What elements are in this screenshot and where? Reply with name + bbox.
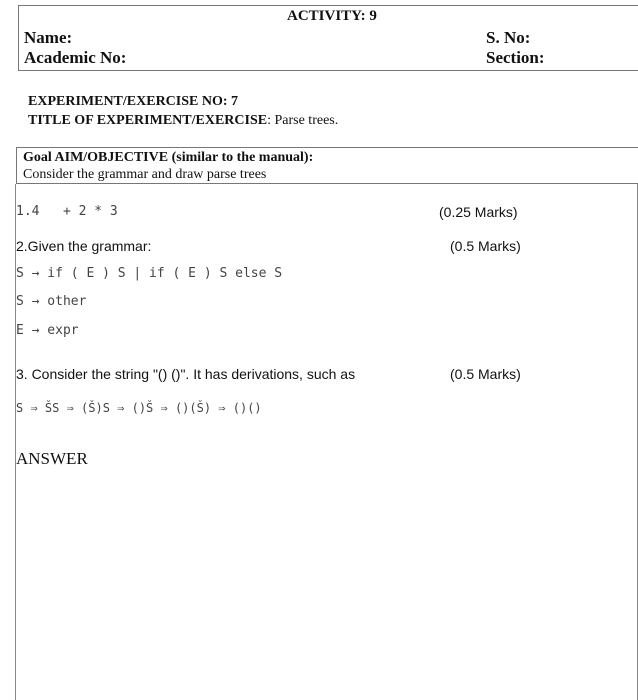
derivation-sequence: S ⇒ ŠS ⇒ (Š)S ⇒ ()Š ⇒ ()(Š) ⇒ ()() <box>16 401 262 415</box>
question-1-marks: (0.25 Marks) <box>439 204 518 220</box>
answer-area[interactable] <box>16 475 636 700</box>
question-3-marks: (0.5 Marks) <box>450 366 521 382</box>
question-2-marks: (0.5 Marks) <box>450 238 521 254</box>
experiment-title-value: : Parse trees. <box>267 113 339 128</box>
experiment-title <box>28 113 338 129</box>
activity-title: ACTIVITY: 9 <box>287 8 377 24</box>
answer-label: ANSWER <box>16 449 88 468</box>
question-1-expression: 1.4 + 2 * 3 <box>16 204 118 219</box>
grammar-rule-3: E → expr <box>16 323 79 338</box>
section-label: Section: <box>486 48 545 67</box>
experiment-number: EXPERIMENT/EXERCISE NO: 7 <box>28 94 239 109</box>
grammar-rule-1: S → if ( E ) S | if ( E ) S else S <box>16 266 283 281</box>
grammar-rule-2: S → other <box>16 294 87 309</box>
s-no-label: S. No: <box>486 28 531 47</box>
goal-text: Consider the grammar and draw parse trees <box>23 167 267 182</box>
academic-no-label: Academic No: <box>24 48 127 67</box>
name-label: Name: <box>24 28 73 47</box>
question-2-text: 2.Given the grammar: <box>16 238 152 254</box>
question-3-text: 3. Consider the string "() ()". It has derivations, such as <box>16 366 356 382</box>
goal-heading: Goal AIM/OBJECTIVE (similar to the manual): <box>23 150 314 165</box>
experiment-title-label: TITLE OF EXPERIMENT/EXERCISE <box>28 113 268 128</box>
